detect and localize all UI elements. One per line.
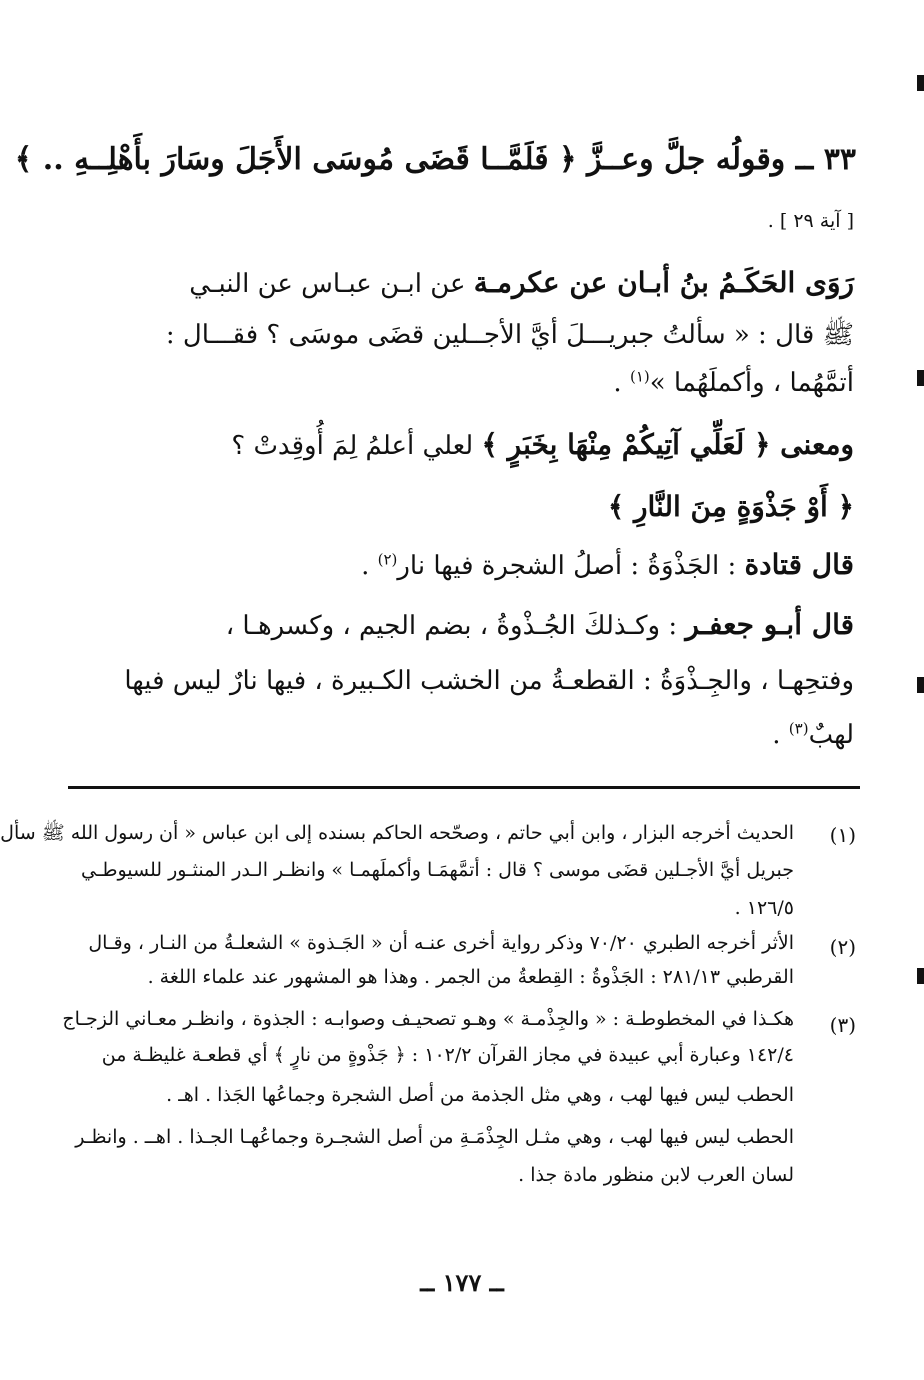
- body-text: : الجَذْوَةُ : أصلُ الشجرة فيها نار: [397, 551, 745, 581]
- footnote-number-1: (١): [829, 823, 856, 847]
- footnote-2-line-2: القرطبي ٢٨١/١٣ : الجَذْوةُ : القِطعةُ من الجمر . وهذا هو المشهور عند علماء اللغة .: [147, 966, 794, 988]
- footnote-number-2: (٢): [829, 935, 856, 959]
- body-text: : وكـذلكَ الجُـذْوةُ ، بضم الجيم ، وكسرهـا ،: [225, 611, 686, 641]
- body-text: أتمَّهُما ، وأكملَهُما »: [649, 368, 854, 398]
- margin-mark: [917, 677, 924, 693]
- margin-mark: [917, 370, 924, 386]
- footnote-3-line-4: الحطب ليس فيها لهب ، وهي مثـل الجِذْمَـةِ من أصل الشجـرة وجماعُهـا الجـذا . اهــ . وانظـر: [75, 1126, 794, 1148]
- footnote-number-3: (٣): [829, 1013, 856, 1037]
- verse-quote: ومعنى ﴿ لَعَلِّي آتِيكُمْ مِنْهَا بِخَبَرٍ ﴾: [481, 428, 854, 461]
- body-text: لهبٌ: [808, 720, 854, 750]
- page-number: ــ ١٧٧ ــ: [420, 1268, 504, 1297]
- body-text: .: [613, 368, 630, 398]
- body-line-1: [100, 262, 854, 305]
- body-line-9: [100, 714, 854, 756]
- body-text: .: [772, 720, 789, 750]
- verse-quote-2: ﴿ أَوْ جَذْوَةٍ مِنَ النَّارِ ﴾: [607, 490, 854, 523]
- footnote-3-line-1: هكـذا في المخطوطـة : « والجِذْمـة » وهـو تصحيـف وصوابـه : الجذوة ، وانظـر معـاني الزجـاج: [62, 1008, 794, 1030]
- body-text: عن ابـن عبـاس عن النبـي: [189, 269, 474, 299]
- footnote-ref-3: (٣): [788, 719, 809, 738]
- narrator-chain: رَوَى الحَكَـمُ بنُ أبـان عن عكرمـة: [473, 266, 854, 299]
- footnote-1-line-2: جبريل أيَّ الأجـلين قضَى موسى ؟ قال : أتمَّهمَـا وأكملَهمـا » وانظـر الـدر المنثـور للسيوطـي: [80, 859, 794, 881]
- footnote-1-line-3: ١٢٦/٥ .: [734, 897, 794, 919]
- footnote-3-line-2: ١٤٢/٤ وعبارة أبي عبيدة في مجاز القرآن ١٠٢/٢ : ﴿ جَذْوةٍ من نارٍ ﴾ أي قطعـة غليظـة من: [101, 1044, 794, 1066]
- section-heading: ٣٣ ــ وقولُه جلَّ وعــزَّ ﴿ فَلَمَّــا قَضَى مُوسَى الأَجَلَ وسَارَ بأَهْلِــهِ .. ﴾: [14, 142, 856, 177]
- body-line-4: [100, 424, 854, 467]
- footnote-2-line-1: الأثر أخرجه الطبري ٧٠/٢٠ وذكر رواية أخرى عنـه أن « الجَـذوة » الشعلـةُ من النـار ، وقـال: [88, 932, 794, 954]
- body-line-2: ﷺ قال : « سألتُ جبريـــلَ أيَّ الأجــلين قضَى موسَى ؟ فقـــال :: [165, 320, 854, 350]
- body-line-8: وفتحِهـا ، والجِـذْوَةُ : القطعـةُ من الخشب الكـبيرة ، فيها نارٌ ليس فيها: [124, 666, 854, 696]
- footnote-ref-1: (١): [629, 367, 650, 386]
- body-text: .: [361, 551, 378, 581]
- verse-reference: [ آية ٢٩ ] .: [767, 210, 854, 232]
- footnote-3-line-3: الحطب ليس فيها لهب ، وهي مثل الجذمة من أصل الشجرة وجماعُها الجَذا . اهـ .: [166, 1084, 794, 1106]
- body-line-7: [100, 604, 854, 647]
- footnote-ref-2: (٢): [377, 550, 398, 569]
- margin-mark: [917, 75, 924, 91]
- footnote-3-line-5: لسان العرب لابن منظور مادة جذا .: [518, 1164, 794, 1186]
- footnote-divider: [68, 786, 860, 789]
- footnote-1-line-1: الحديث أخرجه البزار ، وابن أبي حاتم ، وصحّحه الحاكم بسنده إلى ابن عباس « أن رسول الله ﷺ سأل: [0, 822, 794, 844]
- body-line-6: [100, 544, 854, 587]
- body-text: لعلي أعلمُ لِمَ أُوقِدتْ ؟: [231, 431, 482, 461]
- body-line-3: [100, 362, 854, 404]
- author-name: قال أبـو جعفـر: [685, 608, 854, 641]
- narrator-name: قال قتادة: [744, 548, 854, 581]
- margin-mark: [917, 968, 924, 984]
